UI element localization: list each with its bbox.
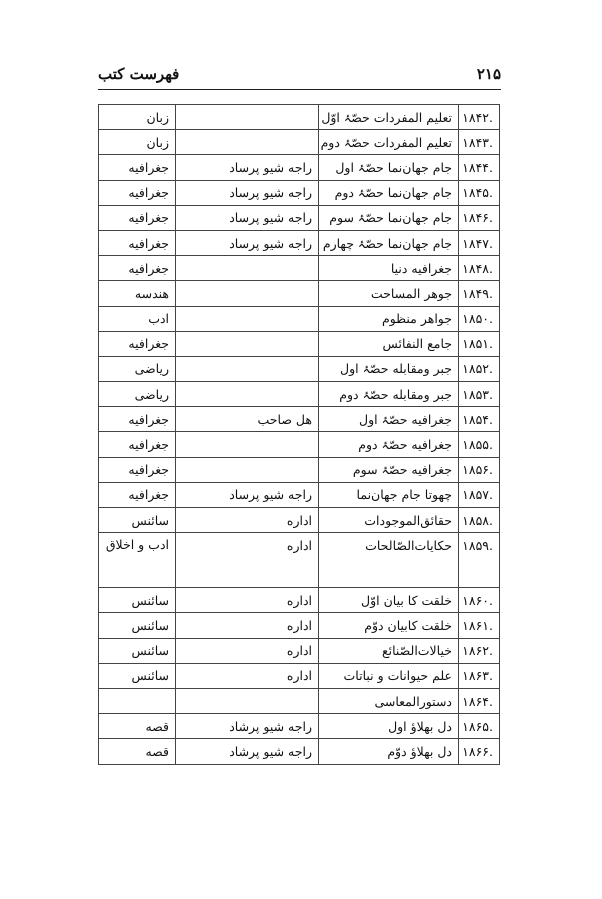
table-row	[99, 739, 500, 764]
book-title: جامع النفائس	[319, 331, 459, 356]
book-subject: سائنس	[99, 613, 176, 638]
book-author: اداره	[176, 508, 319, 533]
book-author: راجه شیو پرساد	[176, 205, 319, 230]
book-subject: جغرافیه	[99, 457, 176, 482]
book-author	[176, 105, 319, 130]
table-row	[99, 588, 500, 613]
book-subject: سائنس	[99, 588, 176, 613]
book-subject: سائنس	[99, 663, 176, 688]
book-author: راجه شیو پرشاد	[176, 714, 319, 739]
entry-number: .۱۸۵۵	[459, 432, 500, 457]
book-title: علم حیوانات و نباتات	[319, 663, 459, 688]
entry-number: .۱۸۵۱	[459, 331, 500, 356]
book-subject: ادب	[99, 306, 176, 331]
table-row	[99, 714, 500, 739]
table-row	[99, 432, 500, 457]
book-title: خلقت کا بیان اوّل	[319, 588, 459, 613]
entry-number: .۱۸۵۰	[459, 306, 500, 331]
table-row	[99, 205, 500, 230]
entry-number: .۱۸۴۸	[459, 256, 500, 281]
book-subject: هندسه	[99, 281, 176, 306]
book-subject: سائنس	[99, 508, 176, 533]
table-row	[99, 306, 500, 331]
table-row	[99, 180, 500, 205]
table-row	[99, 130, 500, 155]
book-subject: زبان	[99, 105, 176, 130]
table-row	[99, 457, 500, 482]
book-title: چهوتا جام جهان‌نما	[319, 482, 459, 507]
book-subject: جغرافیه	[99, 180, 176, 205]
book-subject: جغرافیه	[99, 432, 176, 457]
table-row	[99, 508, 500, 533]
entry-number: .۱۸۵۷	[459, 482, 500, 507]
book-subject: سائنس	[99, 638, 176, 663]
entry-number: .۱۸۶۴	[459, 688, 500, 713]
book-title: دستورالمعاسی	[319, 688, 459, 713]
book-title: خلقت کابیان دوّم	[319, 613, 459, 638]
book-title: جام جهان‌نما حصّۂ اول	[319, 155, 459, 180]
entry-number: .۱۸۴۶	[459, 205, 500, 230]
entry-number: .۱۸۵۴	[459, 407, 500, 432]
book-subject: جغرافیه	[99, 205, 176, 230]
book-author: اداره	[176, 663, 319, 688]
entry-number: .۱۸۶۲	[459, 638, 500, 663]
book-author	[176, 331, 319, 356]
book-title: جغرافیه حصّۂ دوم	[319, 432, 459, 457]
book-author	[176, 256, 319, 281]
book-subject: قصه	[99, 739, 176, 764]
book-title: حکایات‌الصّالحات	[319, 533, 459, 588]
book-subject: جغرافیه	[99, 407, 176, 432]
book-author	[176, 688, 319, 713]
entry-number: .۱۸۴۳	[459, 130, 500, 155]
entry-number: .۱۸۵۹	[459, 533, 500, 588]
book-author: راجه شیو پرشاد	[176, 739, 319, 764]
book-title: جوهر المساحت	[319, 281, 459, 306]
table-row	[99, 356, 500, 381]
entry-number: .۱۸۵۳	[459, 382, 500, 407]
table-row	[99, 382, 500, 407]
table-row	[99, 105, 500, 130]
book-title: جبر ومقابله حصّۂ اول	[319, 356, 459, 381]
book-subject: زبان	[99, 130, 176, 155]
book-title: جام جهان‌نما حصّۂ چهارم	[319, 230, 459, 255]
book-subject: جغرافیه	[99, 256, 176, 281]
book-title: حقائق‌الموجودات	[319, 508, 459, 533]
table-row	[99, 638, 500, 663]
book-author: راجه شیو پرساد	[176, 155, 319, 180]
entry-number: .۱۸۵۶	[459, 457, 500, 482]
book-author: راجه شیو پرساد	[176, 180, 319, 205]
table-row	[99, 482, 500, 507]
book-subject: قصه	[99, 714, 176, 739]
running-title: فهرست کتب	[98, 65, 180, 83]
entry-number: .۱۸۶۳	[459, 663, 500, 688]
book-title: دل بهلاؤ اول	[319, 714, 459, 739]
entry-number: .۱۸۴۷	[459, 230, 500, 255]
book-subject: جغرافیه	[99, 331, 176, 356]
page-header	[98, 63, 501, 90]
table-row	[99, 230, 500, 255]
book-author	[176, 306, 319, 331]
book-subject: ریاضی	[99, 356, 176, 381]
entry-number: .۱۸۶۰	[459, 588, 500, 613]
book-subject: جغرافیه	[99, 230, 176, 255]
book-author	[176, 457, 319, 482]
book-subject: ریاضی	[99, 382, 176, 407]
book-title: جغرافیه حصّۂ سوم	[319, 457, 459, 482]
entry-number: .۱۸۴۹	[459, 281, 500, 306]
table-row	[99, 407, 500, 432]
book-catalog-table	[98, 104, 500, 765]
book-title: تعلیم المفردات حصّۂ اوّل	[319, 105, 459, 130]
table-row	[99, 331, 500, 356]
entry-number: .۱۸۴۵	[459, 180, 500, 205]
book-author	[176, 130, 319, 155]
table-row	[99, 533, 500, 588]
page-number: ۲۱۵	[476, 65, 501, 83]
book-title: جام جهان‌نما حصّۂ دوم	[319, 180, 459, 205]
book-title: جام جهان‌نما حصّۂ سوم	[319, 205, 459, 230]
book-title: خیالات‌الصّنائع	[319, 638, 459, 663]
book-subject	[99, 688, 176, 713]
entry-number: .۱۸۶۱	[459, 613, 500, 638]
entry-number: .۱۸۴۲	[459, 105, 500, 130]
book-author: اداره	[176, 613, 319, 638]
table-row	[99, 663, 500, 688]
book-title: تعلیم المفردات حصّۂ دوم	[319, 130, 459, 155]
book-author: هل صاحب	[176, 407, 319, 432]
book-title: جغرافیه حصّۂ اول	[319, 407, 459, 432]
entry-number: .۱۸۶۵	[459, 714, 500, 739]
table-row	[99, 281, 500, 306]
book-subject: جغرافیه	[99, 482, 176, 507]
entry-number: .۱۸۵۸	[459, 508, 500, 533]
entry-number: .۱۸۴۴	[459, 155, 500, 180]
table-row	[99, 613, 500, 638]
entry-number: .۱۸۶۶	[459, 739, 500, 764]
entry-number: .۱۸۵۲	[459, 356, 500, 381]
book-title: جبر ومقابله حصّۂ دوم	[319, 382, 459, 407]
book-subject: جغرافیه	[99, 155, 176, 180]
book-title: دل بهلاؤ دوّم	[319, 739, 459, 764]
book-author	[176, 382, 319, 407]
table-row	[99, 688, 500, 713]
book-author: راجه شیو پرساد	[176, 230, 319, 255]
book-author	[176, 432, 319, 457]
book-author: اداره	[176, 638, 319, 663]
book-author: راجه شیو پرساد	[176, 482, 319, 507]
book-title: جغرافیه دنیا	[319, 256, 459, 281]
book-title: جواهر منظوم	[319, 306, 459, 331]
table-row	[99, 155, 500, 180]
book-author: اداره	[176, 588, 319, 613]
book-subject: ادب و اخلاق	[99, 533, 176, 588]
book-author	[176, 281, 319, 306]
book-author	[176, 356, 319, 381]
table-row	[99, 256, 500, 281]
book-author: اداره	[176, 533, 319, 588]
